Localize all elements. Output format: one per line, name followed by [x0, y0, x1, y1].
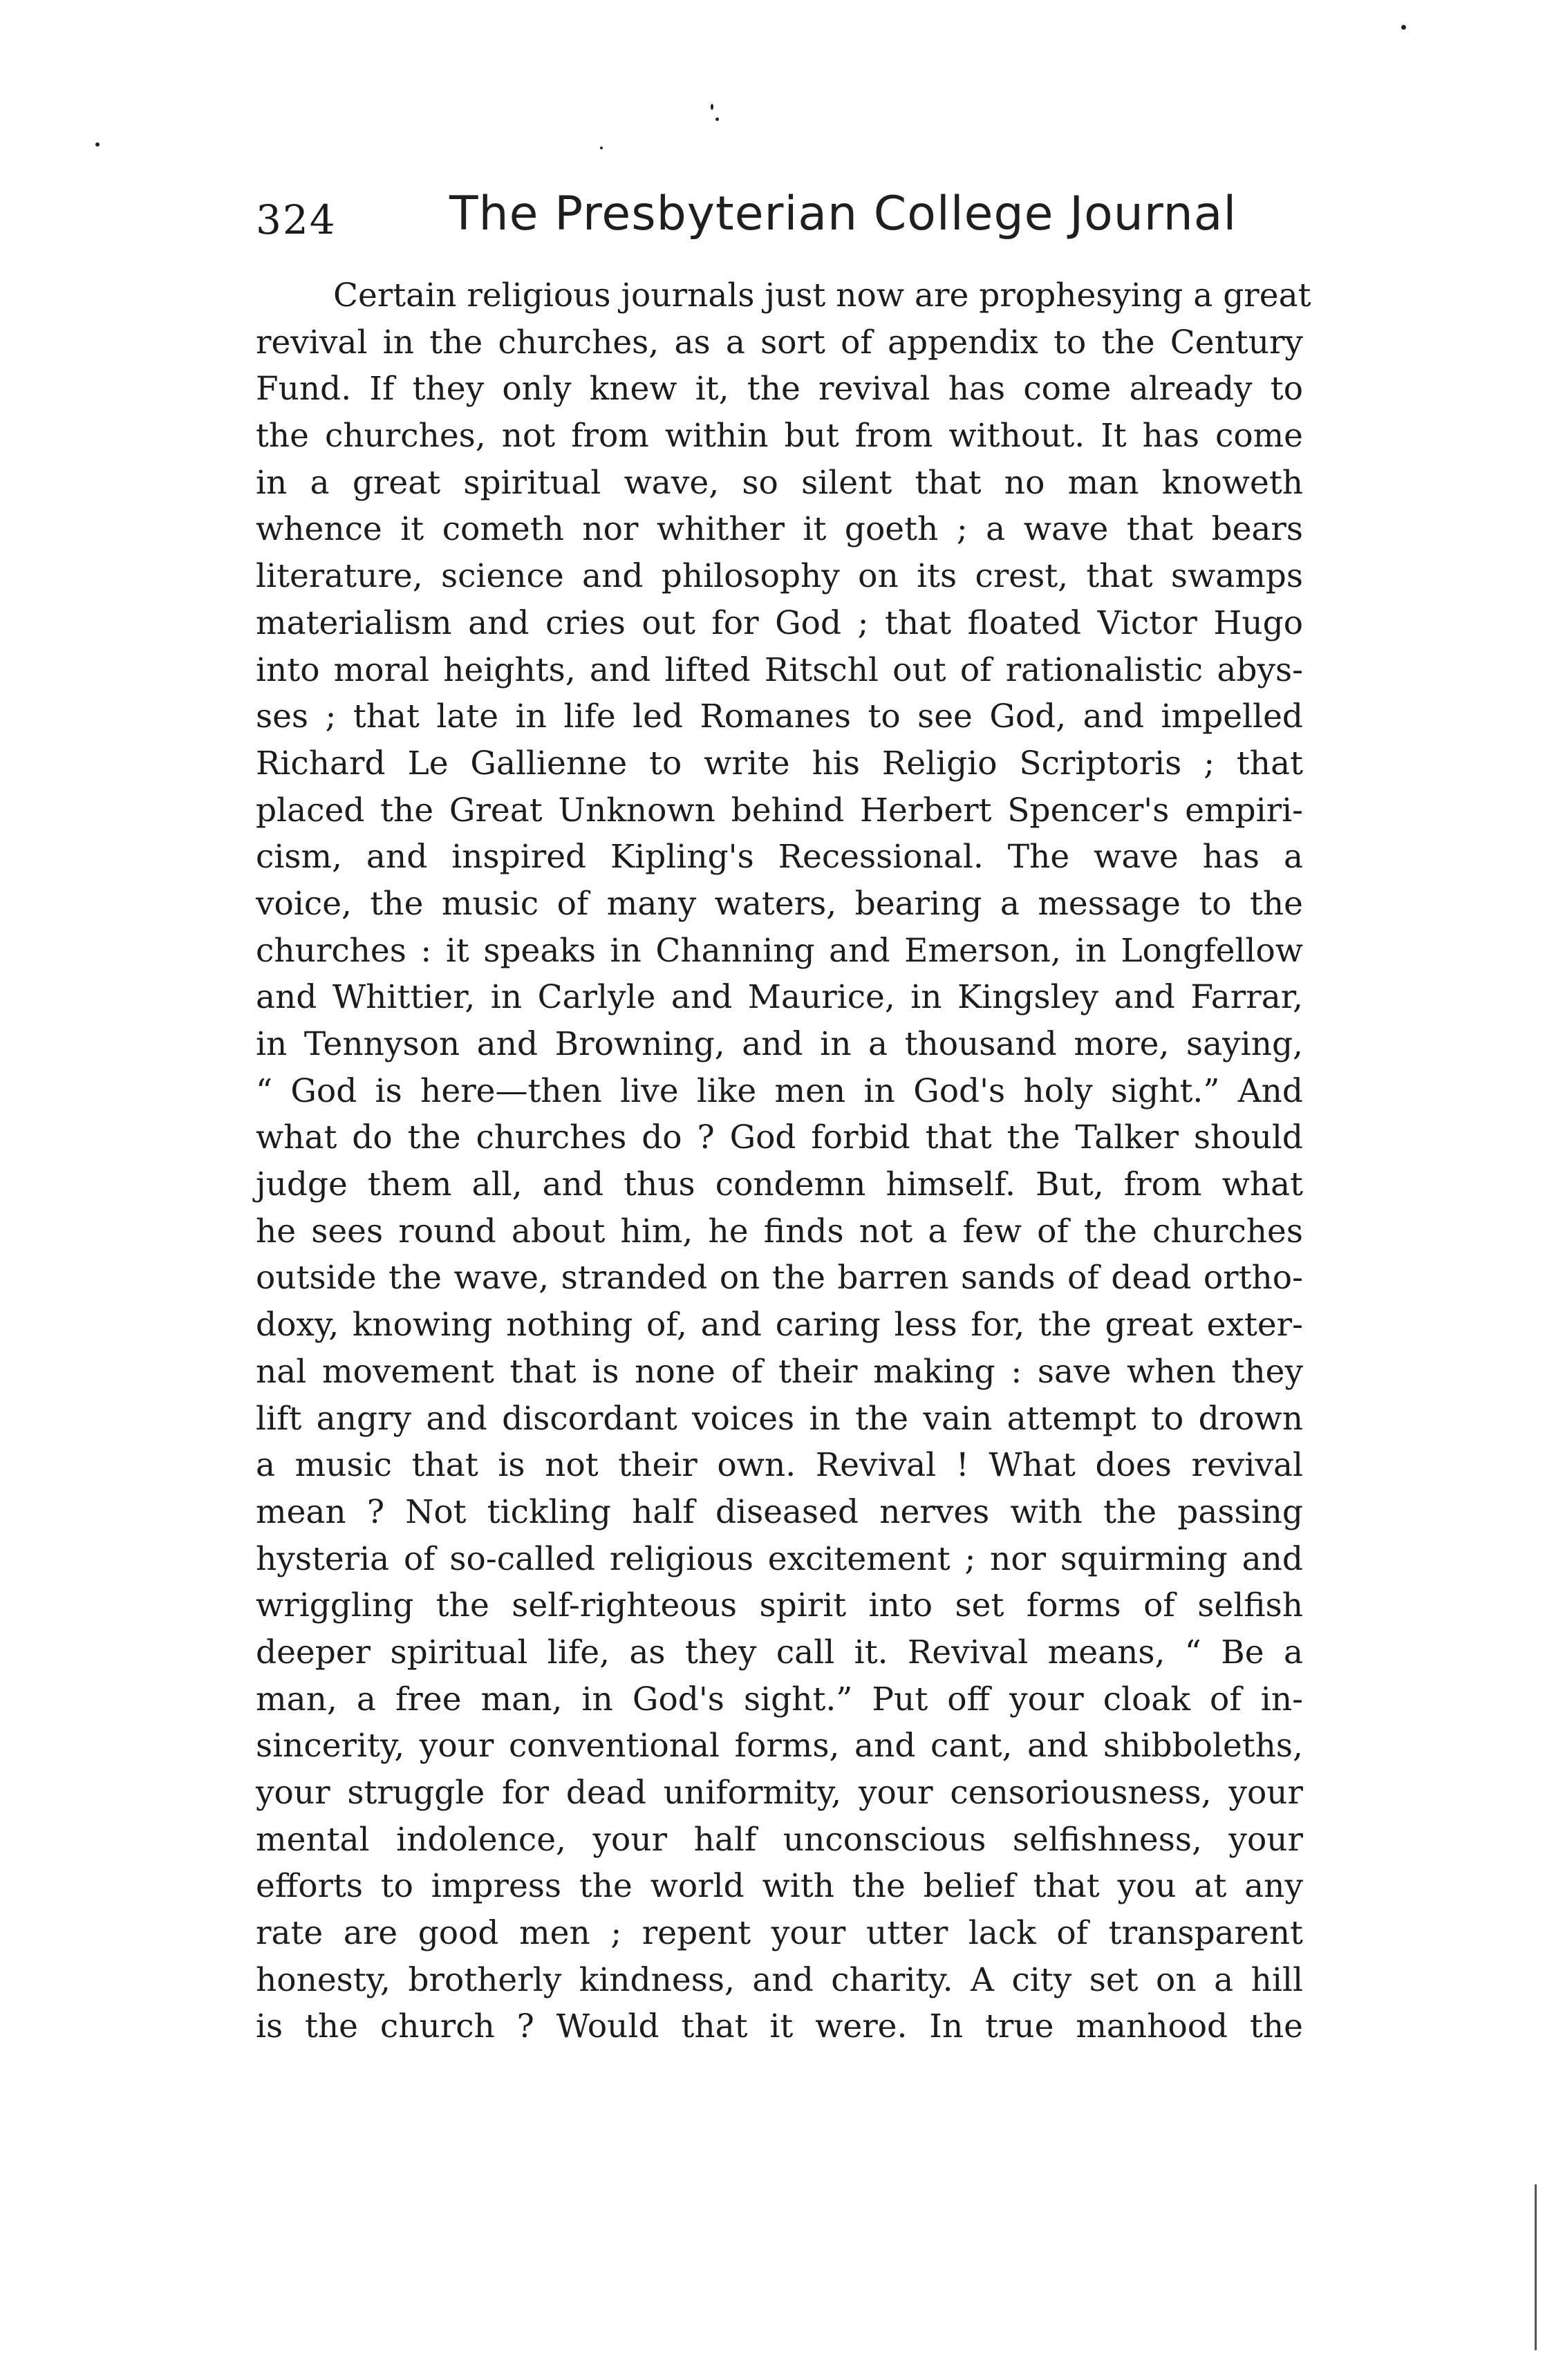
text-line: doxy, knowing nothing of, and caring less for, the great exter-	[256, 1306, 1303, 1344]
text-line: mental indolence, your half unconscious selfishness, your	[256, 1820, 1303, 1859]
text-line: judge them all, and thus condemn himself. But, from what	[256, 1165, 1303, 1204]
scan-speck	[600, 147, 603, 149]
text-line: cism, and inspired Kipling's Recessional. The wave has a	[256, 838, 1303, 877]
text-line: Certain religious journals just now are prophesying a great	[333, 277, 1311, 315]
text-line: man, a free man, in God's sight.” Put off your cloak of in-	[256, 1680, 1303, 1718]
text-line: Richard Le Gallienne to write his Religio Scriptoris ; that	[256, 744, 1303, 783]
text-line: deeper spiritual life, as they call it. Revival means, “ Be a	[256, 1633, 1303, 1671]
text-line: in a great spiritual wave, so silent that no man knoweth	[256, 463, 1303, 502]
page-header	[256, 187, 1307, 249]
scan-speck	[1401, 25, 1406, 30]
text-line: your struggle for dead uniformity, your censoriousness, your	[256, 1774, 1303, 1812]
text-line: mean ? Not tickling half diseased nerves with the passing	[256, 1492, 1303, 1531]
body-paragraph	[256, 272, 1311, 2050]
text-line: wriggling the self-righteous spirit into set forms of selfish	[256, 1586, 1303, 1625]
scan-speck	[715, 118, 719, 121]
text-line: rate are good men ; repent your utter lack of transparent	[256, 1914, 1303, 1953]
text-line: voice, the music of many waters, bearing a message to the	[256, 884, 1303, 923]
text-line: lift angry and discordant voices in the vain attempt to drown	[256, 1399, 1303, 1438]
text-line: is the church ? Would that it were. In true manhood the	[256, 2007, 1303, 2046]
scan-speck	[711, 104, 713, 110]
running-title: The Presbyterian College Journal	[449, 187, 1237, 241]
text-line: churches : it speaks in Channing and Emerson, in Longfellow	[256, 931, 1303, 970]
text-line: literature, science and philosophy on its crest, that swamps	[256, 557, 1303, 596]
text-line: revival in the churches, as a sort of appendix to the Century	[256, 323, 1303, 362]
text-line: sincerity, your conventional forms, and cant, and shibboleths,	[256, 1727, 1303, 1765]
text-line: efforts to impress the world with the belief that you at any	[256, 1867, 1303, 1906]
text-line: and Whittier, in Carlyle and Maurice, in Kingsley and Farrar,	[256, 978, 1303, 1017]
text-line: a music that is not their own. Revival ! What does revival	[256, 1446, 1303, 1485]
text-line: in Tennyson and Browning, and in a thousand more, saying,	[256, 1025, 1303, 1063]
text-line: ses ; that late in life led Romanes to see God, and impelled	[256, 697, 1303, 736]
text-line: honesty, brotherly kindness, and charity. A city set on a hill	[256, 1960, 1303, 1999]
text-line: nal movement that is none of their making : save when they	[256, 1352, 1303, 1391]
text-line: materialism and cries out for God ; that floated Victor Hugo	[256, 603, 1303, 642]
text-line: into moral heights, and lifted Ritschl out of rationalistic abys-	[256, 650, 1303, 689]
page-number: 324	[256, 196, 337, 243]
text-line: outside the wave, stranded on the barren sands of dead ortho-	[256, 1259, 1303, 1297]
text-line: he sees round about him, he finds not a few of the churches	[256, 1212, 1303, 1250]
text-line: hysteria of so-called religious excitement ; nor squirming and	[256, 1539, 1303, 1578]
scan-speck	[95, 142, 100, 147]
text-line: Fund. If they only knew it, the revival has come already to	[256, 370, 1303, 409]
text-line: what do the churches do ? God forbid that the Talker should	[256, 1118, 1303, 1157]
scan-edge-mark	[1535, 2184, 1537, 2350]
text-line: “ God is here—then live like men in God's holy sight.” And	[256, 1071, 1303, 1110]
text-line: whence it cometh nor whither it goeth ; a wave that bears	[256, 510, 1303, 549]
text-line: placed the Great Unknown behind Herbert Spencer's empiri-	[256, 791, 1303, 830]
text-line: the churches, not from within but from without. It has come	[256, 417, 1303, 456]
